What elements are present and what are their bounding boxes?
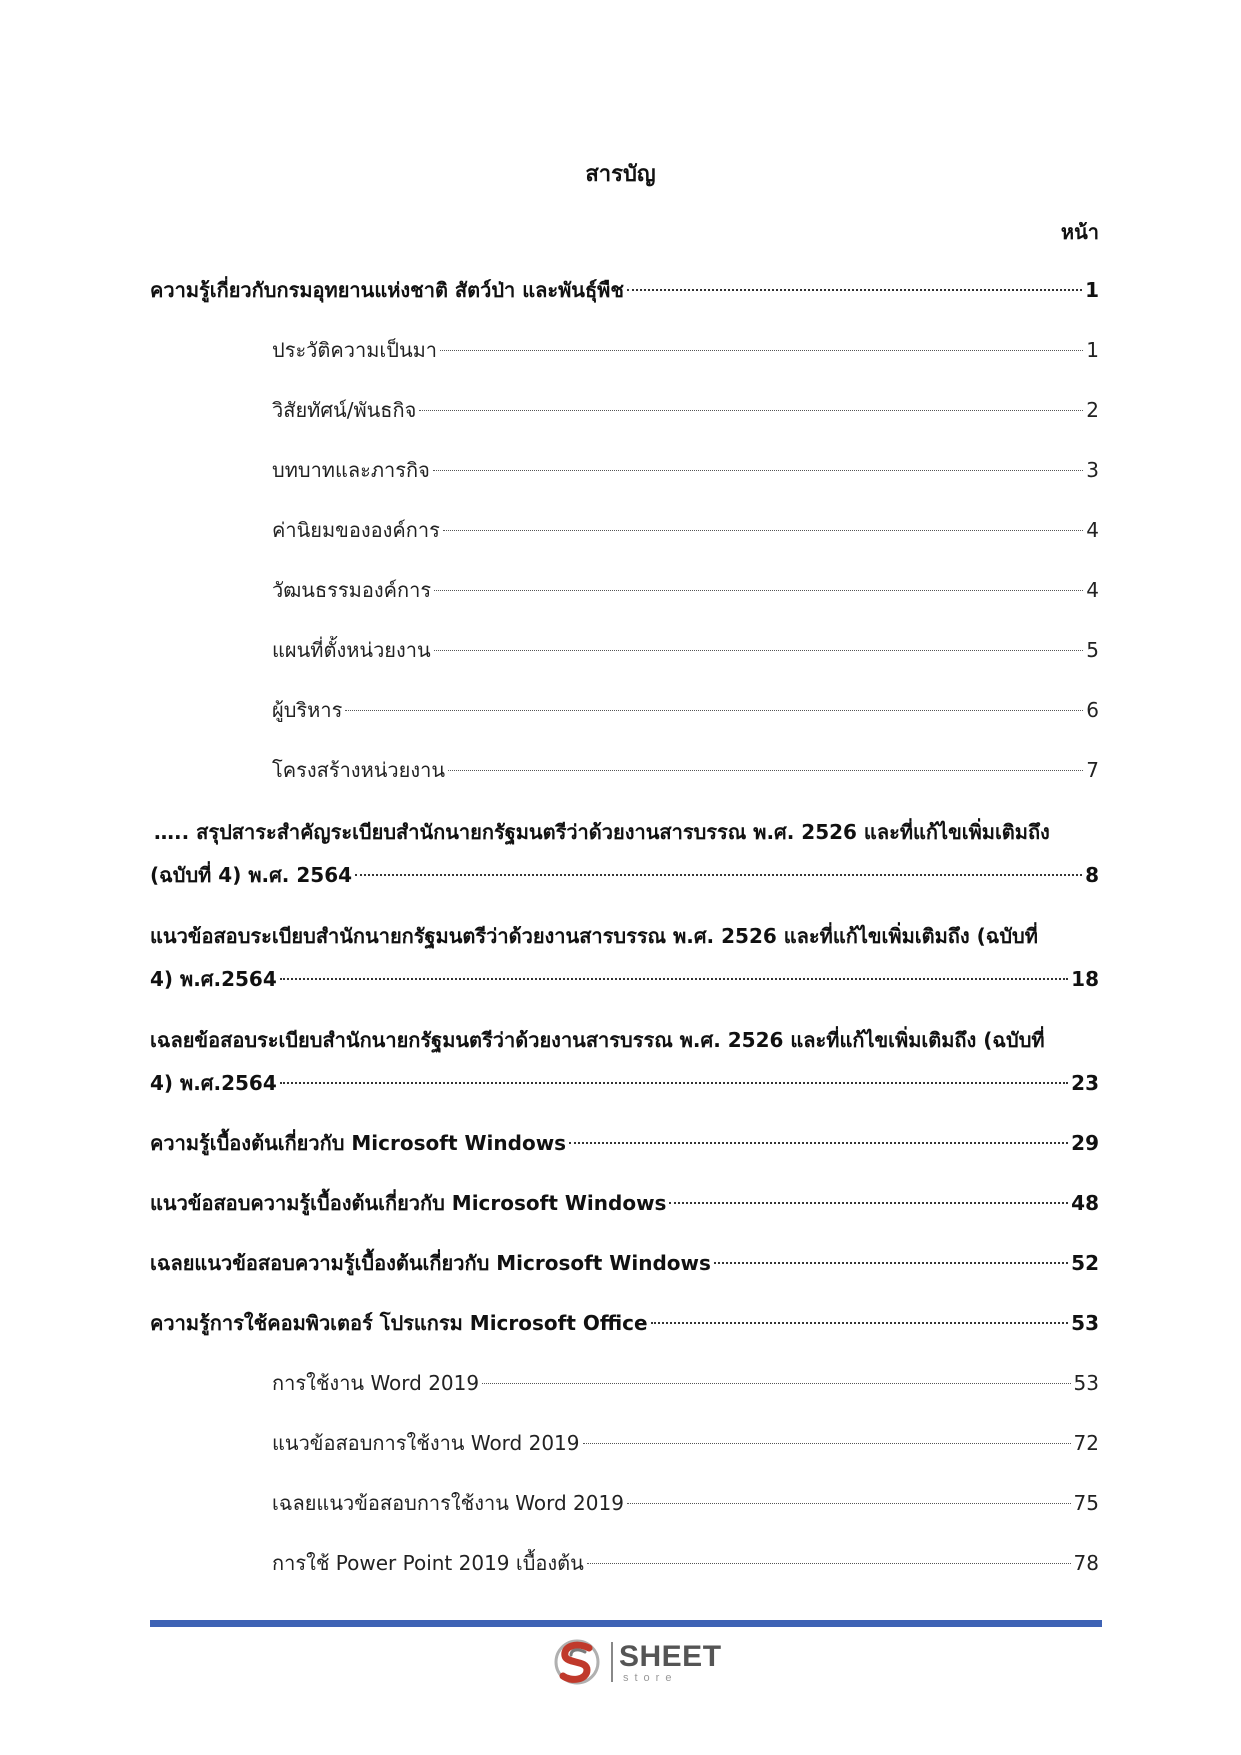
toc-subentry[interactable]	[272, 1361, 1099, 1405]
dot-leader	[345, 710, 1083, 711]
dot-leader	[482, 1383, 1070, 1384]
toc-entry[interactable]	[150, 1061, 1099, 1105]
toc-entry-label: การใช้ Power Point 2019 เบื้องต้น	[272, 1551, 584, 1575]
logo-sub-text: store	[623, 1672, 678, 1684]
toc-entry-label: ประวัติความเป็นมา	[272, 338, 438, 362]
toc-entry[interactable]	[150, 957, 1099, 1001]
toc-entry-page: 4	[1086, 578, 1099, 602]
dot-leader	[651, 1322, 1069, 1324]
toc-entry-label: การใช้งาน Word 2019	[272, 1371, 480, 1395]
logo-brand-text: SHEET	[619, 1640, 722, 1673]
toc-entry-label: วิสัยทัศน์/พันธกิจ	[272, 398, 417, 422]
dot-leader	[627, 1503, 1071, 1504]
toc-entry-page: 29	[1071, 1131, 1099, 1155]
dot-leader	[440, 350, 1083, 351]
toc-entry-page: 3	[1086, 458, 1099, 482]
toc-entry-page: 1	[1086, 338, 1099, 362]
toc-entry-label: บทบาทและภารกิจ	[272, 458, 430, 482]
toc-entry-label: ความรู้เบื้องต้นเกี่ยวกับ Microsoft Windows	[150, 1131, 567, 1155]
toc-subentry[interactable]	[272, 1541, 1099, 1585]
toc-entry-label: ค่านิยมขององค์การ	[272, 518, 440, 542]
toc-entry-page: 52	[1071, 1251, 1099, 1275]
toc-entry-page: 18	[1071, 967, 1099, 991]
dot-leader	[583, 1443, 1071, 1444]
toc-entry[interactable]	[150, 1181, 1099, 1225]
toc-entry-line1: ….. สรุปสาระสำคัญระเบียบสำนักนายกรัฐมนตรีว่าด้วยงานสารบรรณ พ.ศ. 2526 และที่แก้ไขเพิ่มเติมถึง	[154, 820, 1050, 844]
toc-entry-label: 4) พ.ศ.2564	[150, 1071, 277, 1095]
toc-entry-label: เฉลยแนวข้อสอบการใช้งาน Word 2019	[272, 1491, 624, 1515]
dot-leader	[448, 770, 1083, 771]
toc-subentry[interactable]	[272, 328, 1099, 372]
toc-entry[interactable]	[150, 268, 1099, 312]
toc-entry-line1: เฉลยข้อสอบระเบียบสำนักนายกรัฐมนตรีว่าด้วยงานสารบรรณ พ.ศ. 2526 และที่แก้ไขเพิ่มเติมถึง (ฉบับที่	[150, 1028, 1045, 1052]
toc-entry-label: (ฉบับที่ 4) พ.ศ. 2564	[150, 863, 353, 887]
toc-entry[interactable]	[150, 853, 1099, 897]
dot-leader	[569, 1142, 1068, 1144]
sheet-store-logo	[553, 1636, 723, 1692]
sheet-logo-icon	[553, 1636, 605, 1688]
dot-leader	[433, 470, 1083, 471]
toc-entry-label: ความรู้การใช้คอมพิวเตอร์ โปรแกรม Microsoft Office	[150, 1311, 648, 1335]
toc-entry-page: 4	[1086, 518, 1099, 542]
toc-entry-page: 1	[1085, 278, 1099, 302]
toc-entry-label: แนวข้อสอบความรู้เบื้องต้นเกี่ยวกับ Microsoft Windows	[150, 1191, 667, 1215]
toc-entry-label: แผนที่ตั้งหน่วยงาน	[272, 638, 431, 662]
dot-leader	[434, 650, 1084, 651]
toc-entry-label: ความรู้เกี่ยวกับกรมอุทยานแห่งชาติ สัตว์ป่า และพันธุ์พืช	[150, 278, 624, 302]
dot-leader	[280, 978, 1068, 980]
toc-subentry[interactable]	[272, 748, 1099, 792]
toc-subentry[interactable]	[272, 388, 1099, 432]
toc-subentry[interactable]	[272, 688, 1099, 732]
dot-leader	[434, 590, 1083, 591]
dot-leader	[443, 530, 1083, 531]
dot-leader	[714, 1262, 1068, 1264]
toc-entry-label: โครงสร้างหน่วยงาน	[272, 758, 446, 782]
toc-entry-page: 72	[1073, 1431, 1099, 1455]
toc-entry-page: 78	[1073, 1551, 1099, 1575]
dot-leader	[669, 1202, 1068, 1204]
toc-entry-line1: แนวข้อสอบระเบียบสำนักนายกรัฐมนตรีว่าด้วยงานสารบรรณ พ.ศ. 2526 และที่แก้ไขเพิ่มเติมถึง (ฉบับที่	[150, 924, 1038, 948]
dot-leader	[587, 1563, 1071, 1564]
toc-entry[interactable]	[150, 1241, 1099, 1285]
toc-subentry[interactable]	[272, 568, 1099, 612]
toc-entry-page: 5	[1086, 638, 1099, 662]
toc-entry-page: 23	[1071, 1071, 1099, 1095]
toc-entry-page: 75	[1073, 1491, 1099, 1515]
logo-separator	[611, 1642, 613, 1682]
toc-entry-label: เฉลยแนวข้อสอบความรู้เบื้องต้นเกี่ยวกับ Microsoft Windows	[150, 1251, 711, 1275]
toc-subentry[interactable]	[272, 1481, 1099, 1525]
dot-leader	[627, 289, 1082, 291]
dot-leader	[355, 874, 1082, 876]
toc-entry-label: ผู้บริหาร	[272, 698, 343, 722]
toc-entry-page: 53	[1073, 1371, 1099, 1395]
toc-title: สารบัญ	[585, 162, 656, 187]
toc-entry[interactable]	[150, 1121, 1099, 1165]
dot-leader	[419, 410, 1083, 411]
toc-entry-label: แนวข้อสอบการใช้งาน Word 2019	[272, 1431, 580, 1455]
page-column-label: หน้า	[1060, 220, 1099, 244]
toc-entry-label: วัฒนธรรมองค์การ	[272, 578, 432, 602]
toc-subentry[interactable]	[272, 628, 1099, 672]
toc-subentry[interactable]	[272, 448, 1099, 492]
toc-entry-page: 53	[1071, 1311, 1099, 1335]
footer-divider-bar	[150, 1620, 1102, 1627]
toc-entry[interactable]	[150, 1301, 1099, 1345]
toc-entry-page: 7	[1086, 758, 1099, 782]
dot-leader	[280, 1082, 1068, 1084]
toc-entry-label: 4) พ.ศ.2564	[150, 967, 277, 991]
toc-entry-page: 2	[1086, 398, 1099, 422]
toc-subentry[interactable]	[272, 1421, 1099, 1465]
toc-entry-page: 48	[1071, 1191, 1099, 1215]
toc-entry-page: 8	[1085, 863, 1099, 887]
toc-subentry[interactable]	[272, 508, 1099, 552]
toc-entry-page: 6	[1086, 698, 1099, 722]
